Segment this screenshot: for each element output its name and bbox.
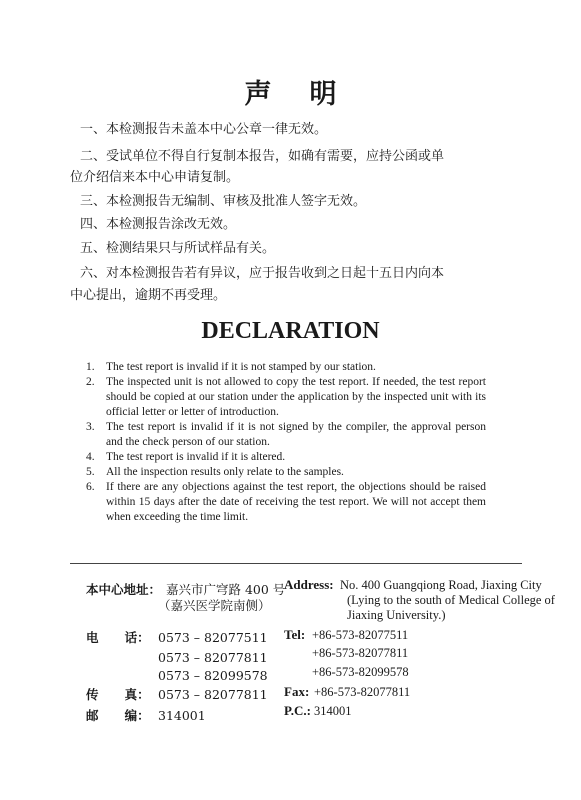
en-address-label: Address:: [284, 577, 334, 592]
en-tel-3: +86-573-82099578: [312, 665, 409, 679]
en-postcode-label: P.C.:: [284, 703, 311, 718]
en-fax-label: Fax:: [284, 684, 310, 699]
cn-postcode-label: 邮 编：: [86, 708, 150, 723]
cn-item-2-cont: 位介绍信来本中心申请复制。: [70, 170, 240, 185]
en-item-3: [86, 420, 486, 450]
en-item-text: The test report is invalid if it is not stamped by our station.: [106, 361, 376, 373]
chinese-title: 声明: [244, 79, 375, 110]
english-title: DECLARATION: [201, 318, 380, 344]
en-item-text: The inspected unit is not allowed to copy the test report. If needed, the test report should be copied at our station under the application by the inspected unit with its official letter or letter of introduction.: [106, 376, 486, 418]
en-item-text: The test report is invalid if it is not signed by the compiler, the approval person and the check person of our station.: [106, 421, 486, 448]
cn-item-6-cont: 中心提出，逾期不再受理。: [70, 288, 227, 303]
cn-fax-label: 传 真：: [86, 687, 150, 702]
section-divider: [70, 563, 522, 564]
cn-item-6: 六、对本检测报告若有异议，应于报告收到之日起十五日内向本: [80, 266, 445, 281]
en-item-text: The test report is invalid if it is altered.: [106, 451, 286, 463]
cn-address-label: 本中心地址：: [86, 582, 162, 597]
cn-item-1: 一、本检测报告未盖本中心公章一律无效。: [80, 122, 328, 137]
en-item-number: 2.: [86, 376, 95, 388]
en-item-text: If there are any objections against the test report, the objections should be raised within 15 days after the date of receiving the test report. We will not accept them when exceeding the time limit.: [106, 481, 486, 523]
en-item-number: 5.: [86, 466, 95, 478]
cn-item-5: 五、检测结果只与所试样品有关。: [80, 241, 276, 256]
cn-tel-label: 电 话：: [86, 630, 150, 645]
en-item-number: 3.: [86, 421, 95, 433]
en-tel-2: +86-573-82077811: [312, 646, 409, 660]
cn-address-line2: （嘉兴医学院南侧）: [158, 598, 271, 613]
en-address-line2: (Lying to the south of Medical College of: [347, 593, 555, 607]
en-item-1: [86, 360, 486, 375]
en-item-2: [86, 375, 486, 420]
en-item-text: All the inspection results only relate to the samples.: [106, 466, 344, 478]
cn-item-4: 四、本检测报告涂改无效。: [80, 217, 237, 232]
en-fax: +86-573-82077811: [314, 685, 411, 699]
en-item-5: [86, 465, 486, 480]
en-address-line3: Jiaxing University.): [347, 608, 446, 622]
cn-tel-2: 0573 – 82077811: [158, 650, 268, 665]
en-item-6: [86, 480, 486, 525]
english-list: [86, 360, 486, 525]
cn-address-line1: 嘉兴市广穹路 400 号: [166, 582, 286, 597]
cn-postcode: 314001: [158, 708, 206, 723]
en-postcode: 314001: [314, 704, 352, 718]
cn-item-2: 二、受试单位不得自行复制本报告，如确有需要，应持公函或单: [80, 149, 445, 164]
en-address-line1: No. 400 Guangqiong Road, Jiaxing City: [340, 578, 542, 592]
en-tel-label: Tel:: [284, 627, 306, 642]
cn-tel-1: 0573 – 82077511: [158, 630, 268, 645]
cn-tel-3: 0573 – 82099578: [158, 668, 268, 683]
cn-fax: 0573 – 82077811: [158, 687, 268, 702]
en-item-number: 6.: [86, 481, 95, 493]
en-item-number: 1.: [86, 361, 95, 373]
en-item-number: 4.: [86, 451, 95, 463]
en-tel-1: +86-573-82077511: [312, 628, 409, 642]
cn-item-3: 三、本检测报告无编制、审核及批准人签字无效。: [80, 194, 367, 209]
en-item-4: [86, 450, 486, 465]
